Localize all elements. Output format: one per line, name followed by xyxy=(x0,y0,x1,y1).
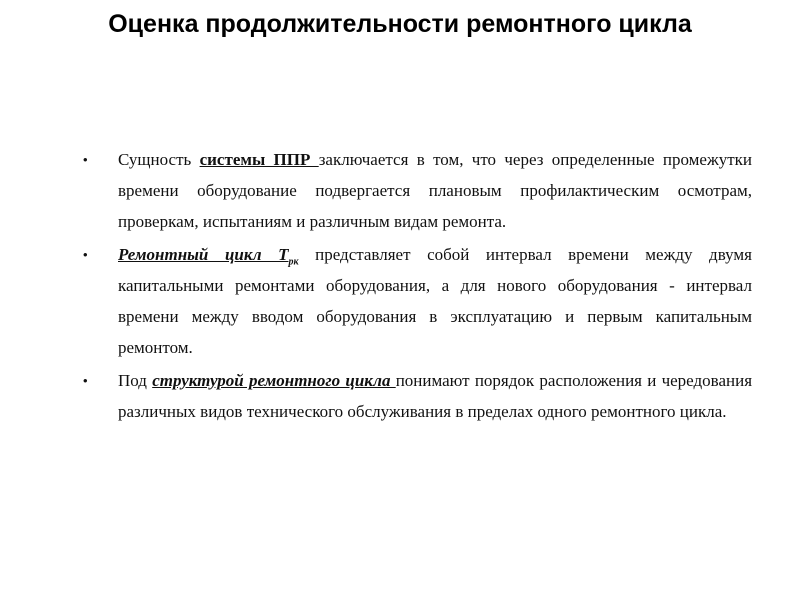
bullet-term-main: Ремонтный цикл Т xyxy=(118,245,289,264)
bullet-term: структурой ремонтного цикла xyxy=(152,371,396,390)
bullet-dot-icon: • xyxy=(83,152,88,167)
bullet-dot-icon: • xyxy=(83,373,88,388)
bullet-text: представляет собой интервал времени между двумя капитальными ремонтами оборудования, а для нового оборудования - интервал времени между вводом оборудования в эксплуатацию и первым капитальным ремонтом. xyxy=(118,245,752,357)
bullet-text: понимают порядок расположения и чередования различных видов технического обслуживания в пределах одного ремонтного цикла. xyxy=(118,371,753,421)
bullet-list xyxy=(80,144,752,429)
bullet-prefix: Под xyxy=(118,371,153,390)
bullet-item xyxy=(80,239,752,363)
slide-title: Оценка продолжительности ремонтного цикла xyxy=(108,10,692,38)
bullet-term xyxy=(118,245,299,268)
bullet-text: заключается в том, что через определенные промежутки времени оборудование подвергается плановым профилактическим осмотрам, проверкам, испытаниям и различным видам ремонта. xyxy=(118,150,752,231)
bullet-dot-icon: • xyxy=(83,247,88,262)
bullet-item xyxy=(80,144,752,237)
bullet-term: системы ППР xyxy=(199,150,319,169)
bullet-prefix: Сущность xyxy=(118,150,200,169)
bullet-term-subscript: рк xyxy=(288,256,299,268)
bullet-item xyxy=(80,365,752,427)
